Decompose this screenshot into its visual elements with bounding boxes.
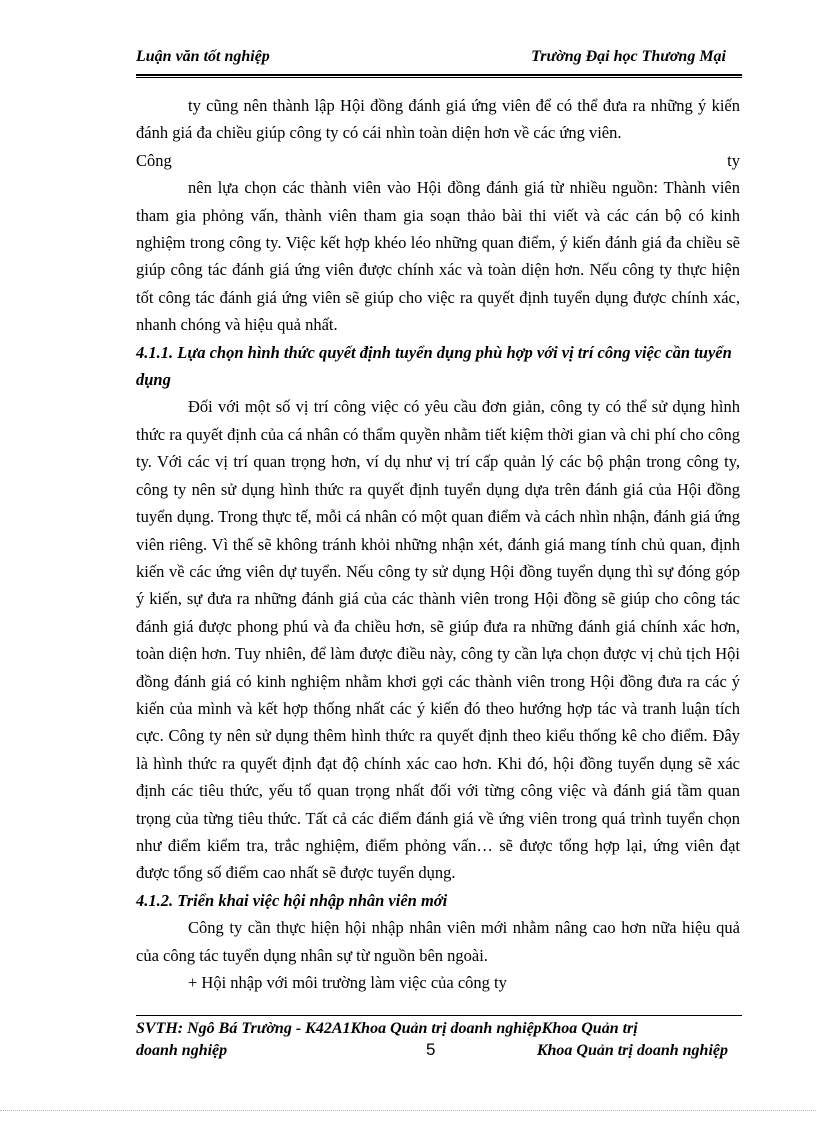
split-word-left: Công [136, 150, 172, 170]
header-rule-thin [136, 77, 742, 78]
footer-rule [136, 1015, 742, 1016]
paragraph-3: Đối với một số vị trí công việc có yêu cầu đơn giản, công ty có thể sử dụng hình thức ra quyết định của cá nhân có thẩm quyền nhằm tiết kiệm thời gian và chi phí cho công ty. Với các vị trí quan trọng hơn, ví dụ như vị trí cấp quản lý các bộ phận trong công ty, công ty nên sử dụng hình thức ra quyết định tuyển dụng dựa trên đánh giá của Hội đồng tuyển dụng. Trong thực tế, mỗi cá nhân có một quan điểm và cách nhìn nhận, đánh giá ứng viên riêng. Vì thế sẽ không tránh khỏi những nhận xét, đánh giá mang tính chủ quan, định kiến về các ứng viên dự tuyển. Nếu công ty sử dụng Hội đồng tuyển dụng thì sự đóng góp ý kiến, sự đưa ra những đánh giá của các thành viên trong Hội đồng sẽ giúp cho công tác đánh giá được phong phú và đa chiều hơn, sẽ giúp đưa ra những đánh giá chính xác hơn, toàn diện hơn. Tuy nhiên, để làm được điều này, công ty cần lựa chọn được vị chủ tịch Hội đồng đánh giá có kinh nghiệm nhằm khơi gợi các thành viên trong Hội đồng đưa ra các ý kiến của mình và kết hợp thống nhất các ý kiến đó theo hướng hợp tác và tranh luận tích cực. Công ty nên sử dụng thêm hình thức ra quyết định theo kiểu thống kê cho điểm. Đây là hình thức ra quyết định đạt độ chính xác cao hơn. Khi đó, hội đồng tuyển dụng sẽ xác định các tiêu thức, yếu tố quan trọng nhất đối với từng công việc và đánh giá tầm quan trọng của từng tiêu thức. Tất cả các điểm đánh giá về ứng viên trong quá trình tuyển chọn như điểm kiểm tra, trắc nghiệm, điểm phỏng vấn… sẽ được tổng hợp lại, ứng viên đạt được tổng số điểm cao nhất sẽ được tuyển dụng. [136, 397, 740, 883]
paragraph-1-split-line [136, 147, 740, 174]
section-heading-4-1-1: 4.1.1. Lựa chọn hình thức quyết định tuyển dụng phù hợp với vị trí công việc cần tuyển dụng [136, 342, 732, 390]
page-boundary-dotted-line [0, 1110, 816, 1111]
header-university-name: Trường Đại học Thương Mại [531, 48, 726, 65]
paragraph-1: ty cũng nên thành lập Hội đồng đánh giá ứng viên để có thể đưa ra những ý kiến đánh giá đa chiều giúp công ty có cái nhìn toàn diện hơn về các ứng viên. [136, 96, 740, 143]
split-word-right: ty [727, 150, 740, 170]
page-header [136, 48, 730, 72]
page-footer [136, 1018, 742, 1064]
paragraph-4: Công ty cần thực hiện hội nhập nhân viên mới nhằm nâng cao hơn nữa hiệu quả của công tác tuyển dụng nhân sự từ nguồn bên ngoài. [136, 918, 740, 965]
section-heading-4-1-2: 4.1.2. Triển khai việc hội nhập nhân viên mới [136, 890, 448, 910]
paragraph-5-bullet: + Hội nhập với môi trường làm việc của công ty [188, 973, 507, 992]
header-rule [136, 74, 742, 76]
document-body [136, 92, 740, 996]
footer-line-2-left: doanh nghiệp [136, 1042, 228, 1059]
page-number: 5 [426, 1040, 436, 1059]
footer-line-2 [136, 1040, 742, 1064]
footer-line-2-right: Khoa Quản trị doanh nghiệp [536, 1042, 728, 1059]
paragraph-2: nên lựa chọn các thành viên vào Hội đồng đánh giá từ nhiều nguồn: Thành viên tham gia phỏng vấn, thành viên tham gia soạn thảo bài thi viết và các cán bộ có kinh nghiệm trong công ty. Việc kết hợp khéo léo những quan điểm, ý kiến đánh giá đa chiều sẽ giúp công tác đánh giá ứng viên được chính xác và toàn diện hơn. Nếu công ty thực hiện tốt công tác đánh giá ứng viên sẽ giúp cho việc ra quyết định tuyển dụng được chính xác, nhanh chóng và hiệu quả nhất. [136, 178, 740, 335]
header-thesis-label: Luận văn tốt nghiệp [136, 48, 270, 65]
footer-line-1: SVTH: Ngô Bá Trường - K42A1Khoa Quản trị doanh nghiệpKhoa Quản trị [136, 1020, 638, 1037]
